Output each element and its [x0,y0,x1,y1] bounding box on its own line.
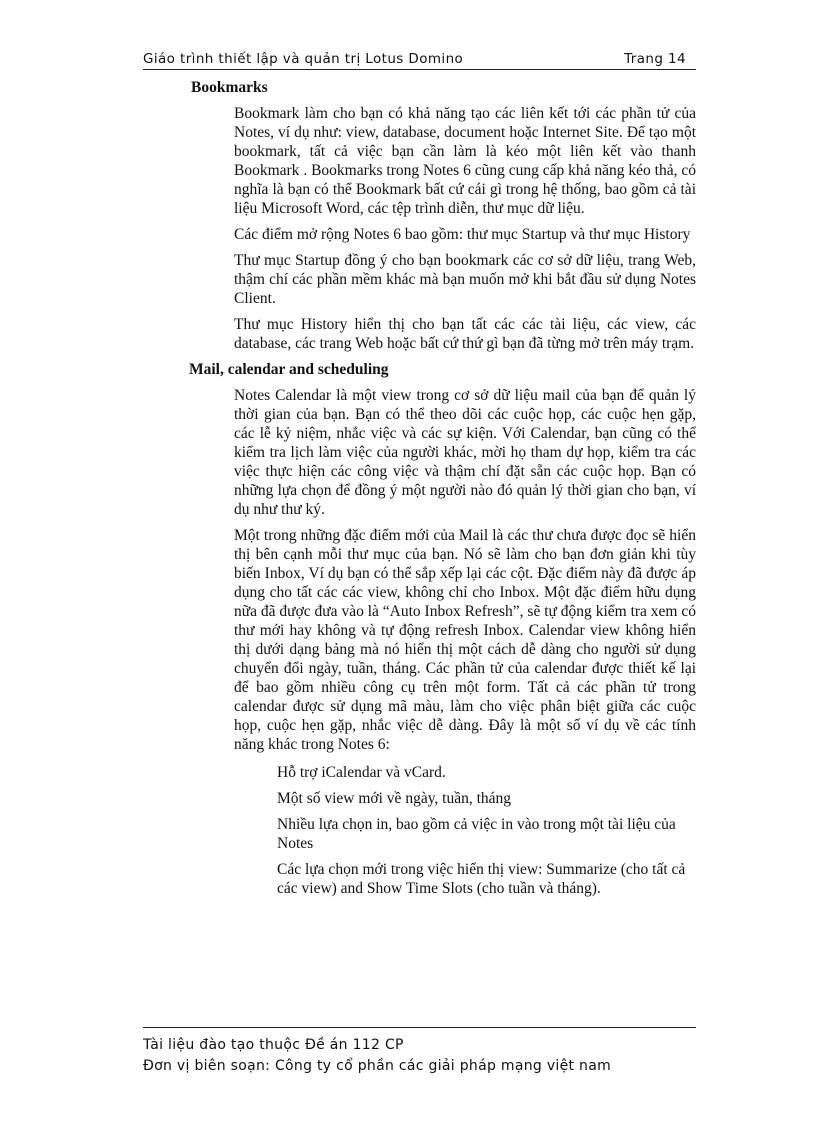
paragraph: Các điểm mở rộng Notes 6 bao gồm: thư mục Startup và thư mục History [234,226,691,243]
list-item: Nhiều lựa chọn in, bao gồm cả việc in vào trong một tài liệu của Notes [277,816,676,852]
paragraph: Notes Calendar là một view trong cơ sở dữ liệu mail của bạn để quản lý thời gian của bạn. Bạn có thể theo dõi các cuộc họp, các cuộc hẹn gặp, các lễ kỷ niệm, nhắc việc và các sự kiện. Với Calendar, bạn cũng có thể kiểm tra lịch làm việc của người khác, mời họ tham dự họp, kiểm tra các việc thực hiện các công việc và thậm chí đặt sẵn các cuộc họp. Bạn có những lựa chọn để đồng ý một người nào đó quản lý thời gian cho bạn, ví dụ như thư ký. [234,387,696,518]
footer-line-project: Tài liệu đào tạo thuộc Đề án 112 CP [143,1037,404,1053]
page-header [143,50,696,70]
feature-list [277,763,696,898]
page-number: Trang 14 [624,51,686,67]
paragraph: Thư mục History hiển thị cho bạn tất các các tài liệu, các view, các database, các trang Web hoặc bất cứ thứ gì bạn đã từng mở trên máy trạm. [234,316,696,352]
list-item: Một số view mới về ngày, tuần, tháng [277,790,512,807]
paragraph: Một trong những đặc điểm mới của Mail là các thư chưa được đọc sẽ hiển thị bên cạnh mỗi thư mục của bạn. Nó sẽ làm cho bạn đơn giản khi tùy biến Inbox, Ví dụ bạn có thể sắp xếp lại các cột. Đặc điểm này đã được áp dụng cho tất các các view, không chỉ cho Inbox. Một đặc điểm hữu dụng nữa đã được đưa vào là “Auto Inbox Refresh”, sẽ tự động kiểm tra xem có thư mới hay không và tự động refresh Inbox. Calendar view không hiển thị dưới dạng bảng mà nó hiển thị một cách dễ dàng cho người sử dụng chuyển đổi ngày, tuần, tháng. Các phần tử của calendar được thiết kế lại để bao gồm nhiều công cụ trên một form. Tất cả các phần tử trong calendar được sử dụng mã màu, làm cho việc phân biệt giữa các cuộc họp, cuộc hẹn gặp, nhắc việc dễ dàng. Đây là một số ví dụ về các tính năng khác trong Notes 6: [234,527,696,753]
list-item: Hỗ trợ iCalendar và vCard. [277,764,446,781]
paragraph: Bookmark làm cho bạn có khả năng tạo các liên kết tới các phần tử của Notes, ví dụ như: view, database, document hoặc Internet Site. Để tạo một bookmark, tất cả việc bạn cần làm là kéo một liên kết vào thanh Bookmark . Bookmarks trong Notes 6 cũng cung cấp khả năng kéo thả, có nghĩa là bạn có thể Bookmark bất cứ cái gì trong hệ thống, bao gồm cả tài liệu Microsoft Word, các tệp trình diễn, thư mục dữ liệu. [234,105,696,217]
page-footer [143,1027,696,1077]
section-heading-mail-calendar: Mail, calendar and scheduling [189,361,389,378]
document-title: Giáo trình thiết lập và quản trị Lotus Domino [143,51,464,67]
section-heading-bookmarks: Bookmarks [191,79,268,96]
page-content [143,78,696,905]
list-item: Các lựa chọn mới trong việc hiển thị view: Summarize (cho tất cả các view) and Show Time Slots (cho tuần và tháng). [277,861,686,897]
footer-line-author: Đơn vị biên soạn: Công ty cổ phần các giải pháp mạng việt nam [143,1058,612,1074]
paragraph: Thư mục Startup đồng ý cho bạn bookmark các cơ sở dữ liệu, trang Web, thậm chí các phần mềm khác mà bạn muốn mở khi bắt đầu sử dụng Notes Client. [234,252,696,307]
